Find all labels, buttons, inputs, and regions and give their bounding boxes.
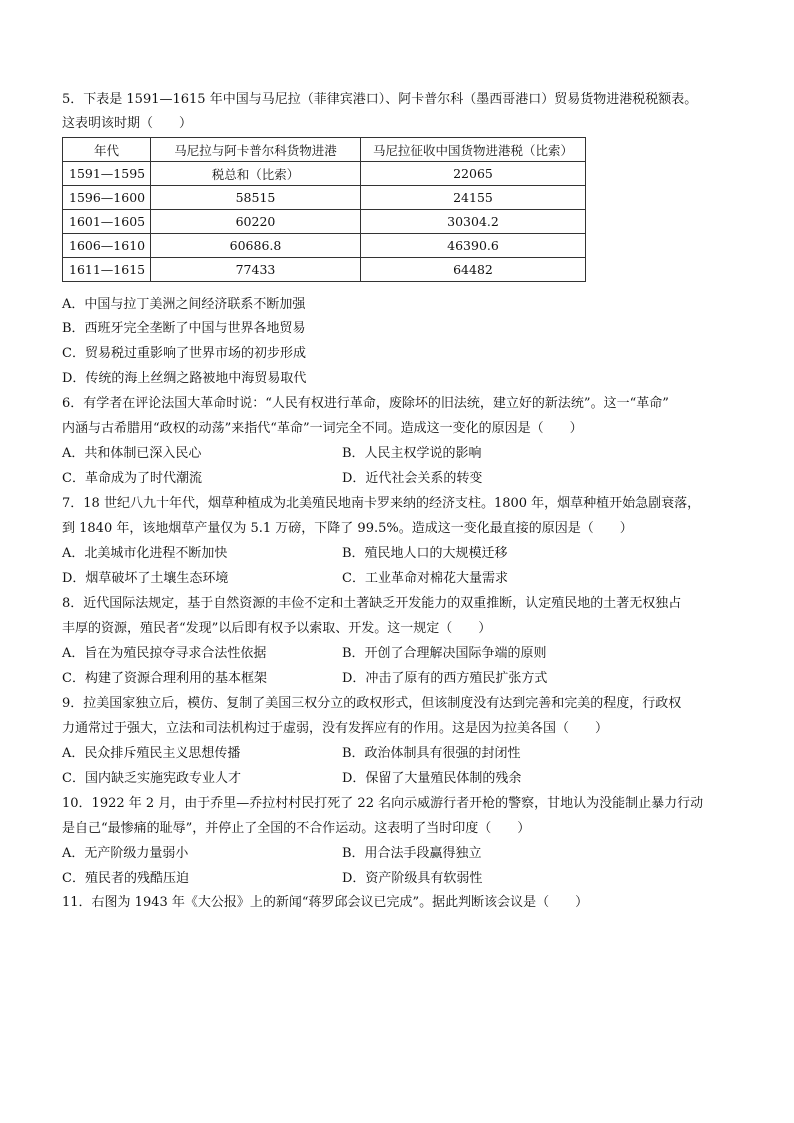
q10-stem-line2: 是自己“最惨痛的耻辱”，并停止了全国的不合作运动。这表明了当时印度（ ） bbox=[62, 821, 531, 836]
table-cell: 1596—1600 bbox=[63, 186, 151, 210]
q9-option-b: B．政治体制具有很强的封闭性 bbox=[342, 746, 521, 761]
table-cell: 1611—1615 bbox=[63, 258, 151, 282]
q8-option-a: A．旨在为殖民掠夺寻求合法性依据 bbox=[62, 646, 267, 661]
q9-option-d: D．保留了大量殖民体制的残余 bbox=[342, 771, 522, 786]
q10-option-d: D．资产阶级具有软弱性 bbox=[342, 871, 483, 886]
q10-stem-line1: 10．1922 年 2 月，由于乔里—乔拉村村民打死了 22 名向示威游行者开枪的警察，甘地认为没能制止暴力行动 bbox=[62, 796, 704, 811]
q8-stem-line1: 8．近代国际法规定，基于自然资源的丰俭不定和土著缺乏开发能力的双重推断，认定殖民地的土著无权独占 bbox=[62, 596, 682, 611]
table-header-cell: 马尼拉与阿卡普尔科货物进港 bbox=[151, 138, 361, 162]
q8-option-c: C．构建了资源合理利用的基本框架 bbox=[62, 671, 267, 686]
table-row bbox=[63, 186, 586, 210]
q7-stem-line1: 7．18 世纪八九十年代，烟草种植成为北美殖民地南卡罗来纳的经济支柱。1800 年，烟草种植开始急剧衰落， bbox=[62, 496, 701, 511]
table-cell: 58515 bbox=[151, 186, 361, 210]
table-cell: 46390.6 bbox=[361, 234, 586, 258]
q6-option-b: B．人民主权学说的影响 bbox=[342, 446, 482, 461]
q9-stem-line2: 力通常过于强大，立法和司法机构过于虚弱，没有发挥应有的作用。这是因为拉美各国（ ） bbox=[62, 721, 609, 736]
table-cell: 1606—1610 bbox=[63, 234, 151, 258]
table-cell: 60686.8 bbox=[151, 234, 361, 258]
q11-stem-line1: 11．右图为 1943 年《大公报》上的新闻“蒋罗邱会议已完成”。据此判断该会议是（ ） bbox=[62, 895, 589, 910]
q7-stem-line2: 到 1840 年，该地烟草产量仅为 5.1 万磅，下降了 99.5%。造成这一变化最直接的原因是（ ） bbox=[62, 521, 633, 536]
table-cell: 1601—1605 bbox=[63, 210, 151, 234]
table-cell: 60220 bbox=[151, 210, 361, 234]
q5-option-b: B．西班牙完全垄断了中国与世界各地贸易 bbox=[62, 321, 306, 336]
q7-option-c: C．工业革命对棉花大量需求 bbox=[342, 571, 508, 586]
table-row bbox=[63, 258, 586, 282]
q6-stem-line2: 内涵与古希腊用“政权的动荡”来指代“革命”一词完全不同。造成这一变化的原因是（ ） bbox=[62, 421, 583, 436]
table-header-cell: 年代 bbox=[63, 138, 151, 162]
table-cell: 1591—1595 bbox=[63, 162, 151, 186]
q5-stem-line2: 这表明该时期（ ） bbox=[62, 116, 193, 131]
q7-option-b: B．殖民地人口的大规模迁移 bbox=[342, 546, 508, 561]
q9-option-c: C．国内缺乏实施宪政专业人才 bbox=[62, 771, 241, 786]
q5-trade-table bbox=[62, 137, 586, 282]
q8-stem-line2: 丰厚的资源，殖民者“发现”以后即有权予以索取、开发。这一规定（ ） bbox=[62, 621, 492, 636]
q10-option-c: C．殖民者的残酷压迫 bbox=[62, 871, 189, 886]
table-cell: 24155 bbox=[361, 186, 586, 210]
table-header-cell: 马尼拉征收中国货物进港税（比索） bbox=[361, 138, 586, 162]
q6-option-c: C．革命成为了时代潮流 bbox=[62, 471, 202, 486]
table-row bbox=[63, 234, 586, 258]
table-cell: 22065 bbox=[361, 162, 586, 186]
q9-option-a: A．民众排斥殖民主义思想传播 bbox=[62, 746, 241, 761]
q7-option-a: A．北美城市化进程不断加快 bbox=[62, 546, 228, 561]
q8-option-b: B．开创了合理解决国际争端的原则 bbox=[342, 646, 547, 661]
table-row bbox=[63, 210, 586, 234]
table-cell: 税总和（比索） bbox=[151, 162, 361, 186]
q10-option-a: A．无产阶级力量弱小 bbox=[62, 846, 189, 861]
q10-option-b: B．用合法手段赢得独立 bbox=[342, 846, 482, 861]
table-header-row bbox=[63, 138, 586, 162]
q5-stem-line1: 5．下表是 1591—1615 年中国与马尼拉（菲律宾港口）、阿卡普尔科（墨西哥港口）贸易货物进港税税额表。 bbox=[62, 92, 698, 107]
q8-option-d: D．冲击了原有的西方殖民扩张方式 bbox=[342, 671, 548, 686]
q6-option-a: A．共和体制已深入民心 bbox=[62, 446, 202, 461]
table-cell: 30304.2 bbox=[361, 210, 586, 234]
q9-stem-line1: 9．拉美国家独立后，模仿、复制了美国三权分立的政权形式，但该制度没有达到完善和完美的程度，行政权 bbox=[62, 696, 682, 711]
table-row bbox=[63, 162, 586, 186]
table-cell: 64482 bbox=[361, 258, 586, 282]
q6-stem-line1: 6．有学者在评论法国大革命时说：“人民有权进行革命，废除坏的旧法统，建立好的新法统”。这一“革命” bbox=[62, 396, 669, 411]
table-cell: 77433 bbox=[151, 258, 361, 282]
q5-option-d: D．传统的海上丝绸之路被地中海贸易取代 bbox=[62, 371, 307, 386]
q6-option-d: D．近代社会关系的转变 bbox=[342, 471, 483, 486]
q5-option-a: A．中国与拉丁美洲之间经济联系不断加强 bbox=[62, 297, 306, 312]
q5-option-c: C．贸易税过重影响了世界市场的初步形成 bbox=[62, 346, 306, 361]
q7-option-d: D．烟草破坏了土壤生态环境 bbox=[62, 571, 229, 586]
